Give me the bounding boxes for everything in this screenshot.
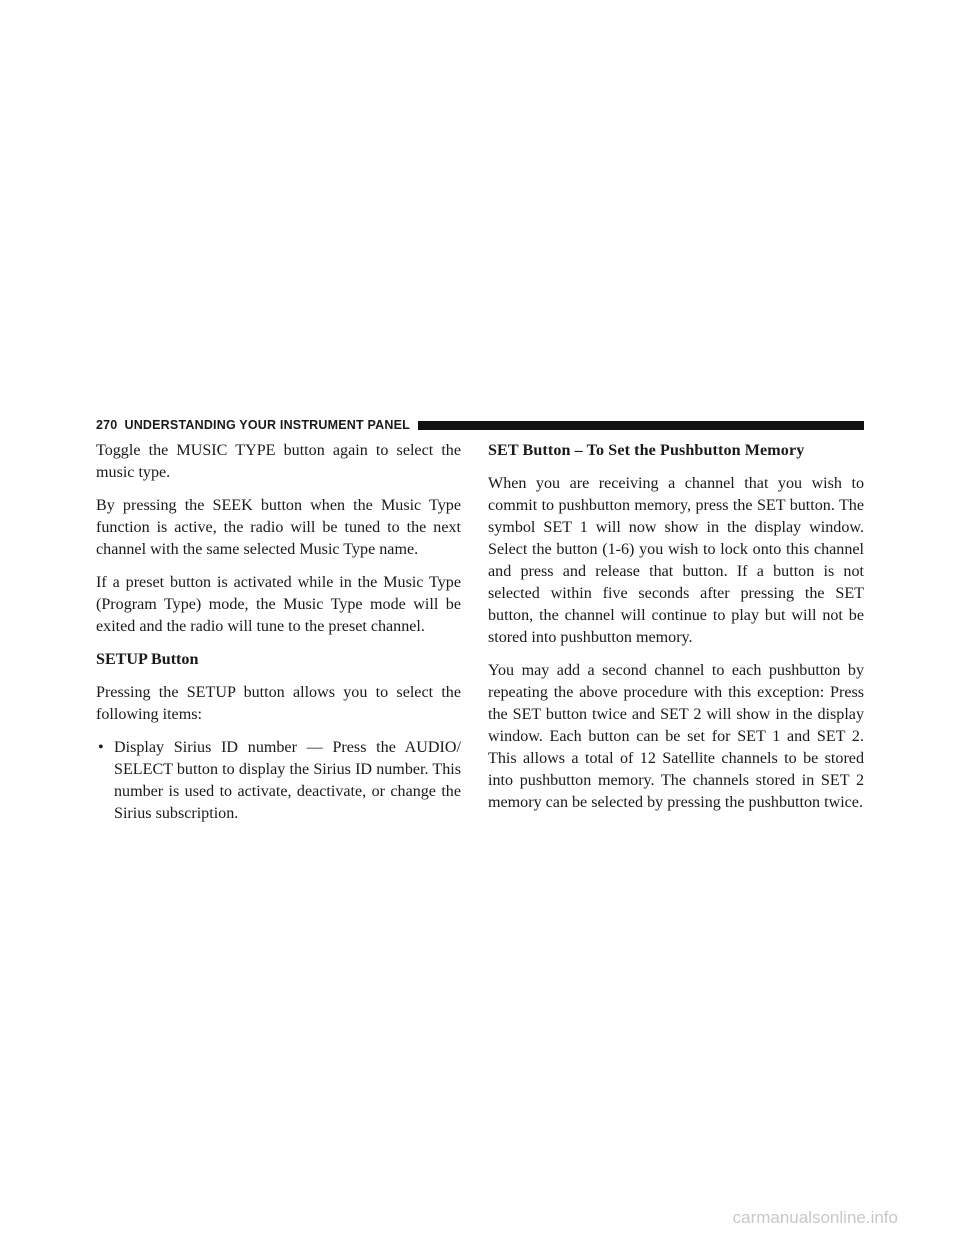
list-item-text: Display Sirius ID number — Press the AUDIO/ SELECT button to display the Sirius ID number. This number is used to activate, deactivate, or change the Sirius subscription. (114, 739, 461, 822)
preset-paragraph: If a preset button is activated while in the Music Type (Program Type) mode, the Music Type mode will be exited and the radio will tune to the preset channel. (96, 574, 461, 635)
set-button-heading: SET Button – To Set the Pushbutton Memory (488, 442, 805, 459)
list-item (96, 737, 461, 825)
setup-intro: Pressing the SETUP button allows you to select the following items: (96, 684, 461, 723)
header-rule (418, 421, 864, 430)
left-column (96, 440, 461, 825)
seek-paragraph: By pressing the SEEK button when the Music Type function is active, the radio will be tuned to the next channel with the same selected Music Type name. (96, 497, 461, 558)
second-channel-paragraph: You may add a second channel to each pushbutton by repeating the above procedure with this exception: Press the SET button twice and SET 2 will show in the display window. Each button can be set for SET 1 and SET 2. This allows a total of 12 Satellite channels to be stored into pushbutton memory. The channels stored in SET 2 memory can be selected by pressing the pushbutton twice. (488, 662, 864, 811)
watermark: carmanualsonline.info (732, 1208, 898, 1227)
section-title: UNDERSTANDING YOUR INSTRUMENT PANEL (124, 418, 410, 432)
page-header (96, 416, 864, 434)
bullet-icon: • (98, 739, 104, 756)
setup-heading: SETUP Button (96, 651, 199, 668)
right-column (488, 440, 864, 814)
music-type-paragraph: Toggle the MUSIC TYPE button again to select the music type. (96, 442, 461, 481)
set-procedure-paragraph: When you are receiving a channel that you wish to commit to pushbutton memory, press the SET button. The symbol SET 1 will now show in the display window. Select the button (1-6) you wish to lock onto this channel and press and release that button. If a button is not selected within five seconds after pressing the SET button, the channel will continue to play but will not be stored into pushbutton memory. (488, 475, 864, 646)
page-number: 270 (96, 418, 118, 432)
